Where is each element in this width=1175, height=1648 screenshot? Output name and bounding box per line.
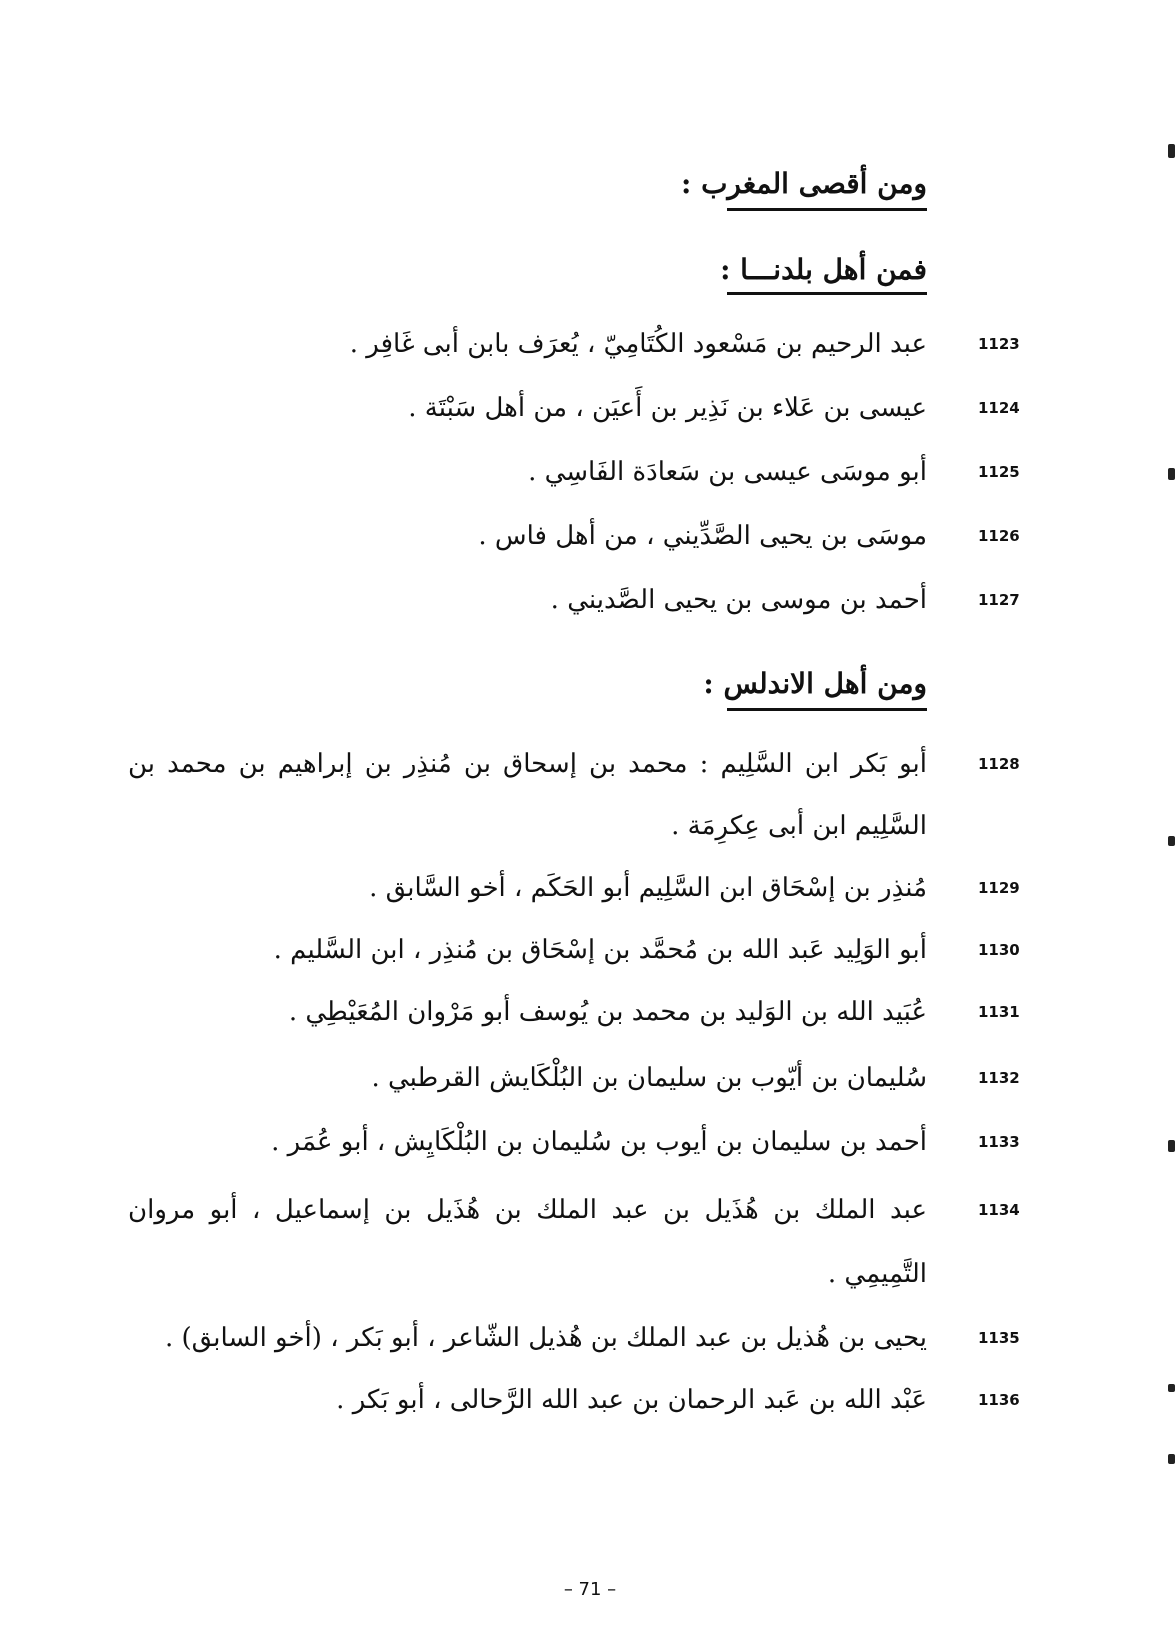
entry-text: أحمد بن سليمان بن أيوب بن سُليمان بن البُلْكَايِش ، أبو عُمَر . bbox=[271, 1127, 927, 1157]
entry-text-continuation: التَّمِيمِي . bbox=[827, 1259, 927, 1289]
entry-text: عبد الملك بن هُذَيل بن عبد الملك بن هُذَيل بن إسماعيل ، أبو مروان bbox=[128, 1195, 927, 1225]
entry-text: أبو بَكر ابن السَّلِيم : محمد بن إسحاق بن مُنذِر بن إبراهيم بن محمد بن bbox=[128, 749, 927, 779]
entry-number: 1131 bbox=[978, 1003, 1020, 1021]
entry-number: 1130 bbox=[978, 941, 1020, 959]
page-number: – 71 – bbox=[563, 1579, 617, 1600]
heading-underline bbox=[727, 208, 927, 211]
entry-text: سُليمان بن أيّوب بن سليمان بن البُلْكَايش القرطبي . bbox=[371, 1063, 927, 1093]
scan-edge-mark bbox=[1168, 1454, 1175, 1464]
section-heading-our-country: فمن أهل بلدنـــا : bbox=[720, 253, 927, 286]
section-heading-far-maghreb: ومن أقصى المغرب : bbox=[680, 167, 927, 200]
entry-number: 1134 bbox=[978, 1201, 1020, 1219]
entry-number: 1128 bbox=[978, 755, 1020, 773]
entry-text: يحيى بن هُذيل بن عبد الملك بن هُذيل الشّاعر ، أبو بَكر ، (أخو السابق) . bbox=[164, 1323, 927, 1353]
entry-number: 1125 bbox=[978, 463, 1020, 481]
section-heading-andalus: ومن أهل الاندلس : bbox=[703, 667, 927, 700]
heading-underline bbox=[727, 292, 927, 295]
entry-text: أبو موسَى عيسى بن سَعادَة الفَاسِي . bbox=[528, 457, 927, 487]
entry-text: عَبْد الله بن عَبد الرحمان بن عبد الله الرَّحالى ، أبو بَكر . bbox=[336, 1385, 927, 1415]
entry-text: مُنذِر بن إسْحَاق ابن السَّلِيم أبو الحَكَم ، أخو السَّابق . bbox=[369, 873, 927, 903]
scan-edge-mark bbox=[1168, 836, 1175, 846]
entry-text: عبد الرحيم بن مَسْعود الكُتَامِيّ ، يُعرَف بابن أبى غَافِر . bbox=[349, 329, 927, 359]
heading-underline bbox=[727, 708, 927, 711]
scan-edge-mark bbox=[1168, 468, 1175, 480]
entry-text: عيسى بن عَلاء بن نَذِير بن أَعيَن ، من أهل سَبْتَة . bbox=[408, 393, 927, 423]
scan-edge-mark bbox=[1168, 1384, 1175, 1392]
scan-edge-mark bbox=[1168, 1140, 1175, 1152]
entry-text: أبو الوَلِيد عَبد الله بن مُحمَّد بن إسْحَاق بن مُنذِر ، ابن السَّليم . bbox=[273, 935, 927, 965]
entry-number: 1123 bbox=[978, 335, 1020, 353]
entry-text: عُبَيد الله بن الوَليد بن محمد بن يُوسف أبو مَرْوان المُعَيْطِي . bbox=[288, 997, 927, 1027]
entry-number: 1126 bbox=[978, 527, 1020, 545]
entry-number: 1129 bbox=[978, 879, 1020, 897]
entry-number: 1127 bbox=[978, 591, 1020, 609]
entry-text: أحمد بن موسى بن يحيى الصَّديني . bbox=[550, 585, 927, 615]
entry-text: موسَى بن يحيى الصَّدِّيني ، من أهل فاس . bbox=[478, 521, 927, 551]
entry-number: 1124 bbox=[978, 399, 1020, 417]
scan-edge-mark bbox=[1168, 144, 1175, 158]
entry-text-continuation: السَّلِيم ابن أبى عِكرِمَة . bbox=[671, 811, 927, 841]
entry-number: 1135 bbox=[978, 1329, 1020, 1347]
entry-number: 1133 bbox=[978, 1133, 1020, 1151]
entry-number: 1132 bbox=[978, 1069, 1020, 1087]
entry-number: 1136 bbox=[978, 1391, 1020, 1409]
